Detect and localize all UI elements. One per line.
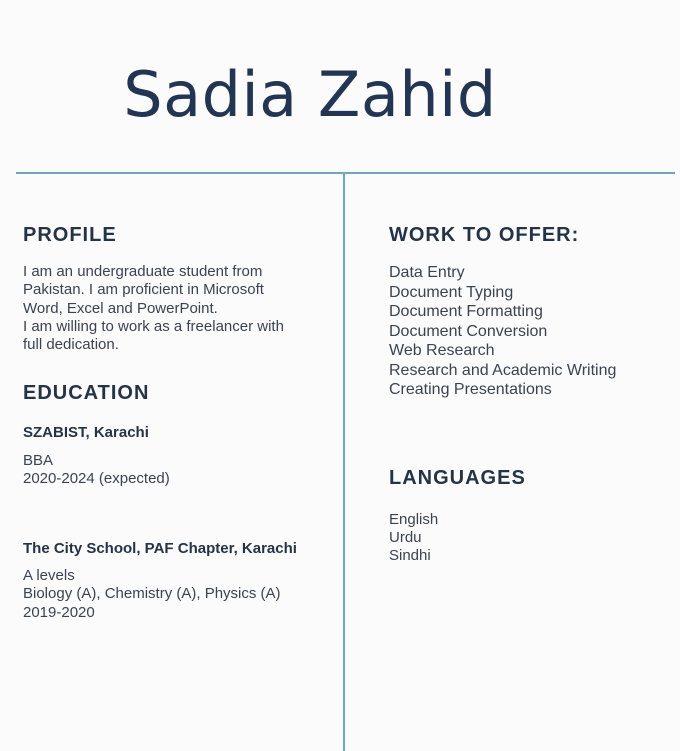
work-list	[389, 263, 616, 400]
profile-line: full dedication.	[23, 336, 119, 354]
work-item: Document Formatting	[389, 303, 543, 320]
profile-line: Word, Excel and PowerPoint.	[23, 299, 218, 317]
education-school: The City School, PAF Chapter, Karachi	[23, 540, 297, 557]
work-item: Research and Academic Writing	[389, 361, 617, 379]
languages-heading: LANGUAGES	[389, 467, 526, 489]
language-item: English	[389, 511, 439, 528]
vertical-divider	[343, 172, 345, 751]
work-item: Creating Presentations	[389, 381, 552, 398]
language-item: Urdu	[389, 529, 422, 546]
profile-line: Pakistan. I am proficient in Microsoft	[23, 281, 264, 299]
work-item: Web Research	[389, 342, 495, 359]
resume-name: Sadia Zahid	[123, 58, 497, 131]
education-details	[23, 567, 281, 622]
horizontal-divider	[16, 172, 675, 174]
education-detail-line: BBA	[23, 452, 54, 469]
work-item: Data Entry	[389, 264, 465, 281]
education-detail-line: 2020-2024 (expected)	[23, 470, 170, 488]
education-details	[23, 452, 170, 489]
language-item: Sindhi	[389, 547, 431, 564]
education-heading: EDUCATION	[23, 382, 150, 404]
education-detail-line: A levels	[23, 567, 75, 584]
education-school: SZABIST, Karachi	[23, 424, 149, 441]
work-heading: WORK TO OFFER:	[389, 224, 580, 246]
education-detail-line: 2019-2020	[23, 603, 95, 621]
profile-line: I am willing to work as a freelancer with	[23, 317, 284, 335]
languages-list	[389, 511, 438, 565]
profile-text	[23, 263, 284, 354]
profile-heading: PROFILE	[23, 224, 117, 246]
profile-line: I am an undergraduate student from	[23, 263, 263, 280]
education-detail-line: Biology (A), Chemistry (A), Physics (A)	[23, 585, 281, 603]
work-item: Document Typing	[389, 283, 514, 301]
work-item: Document Conversion	[389, 322, 548, 340]
